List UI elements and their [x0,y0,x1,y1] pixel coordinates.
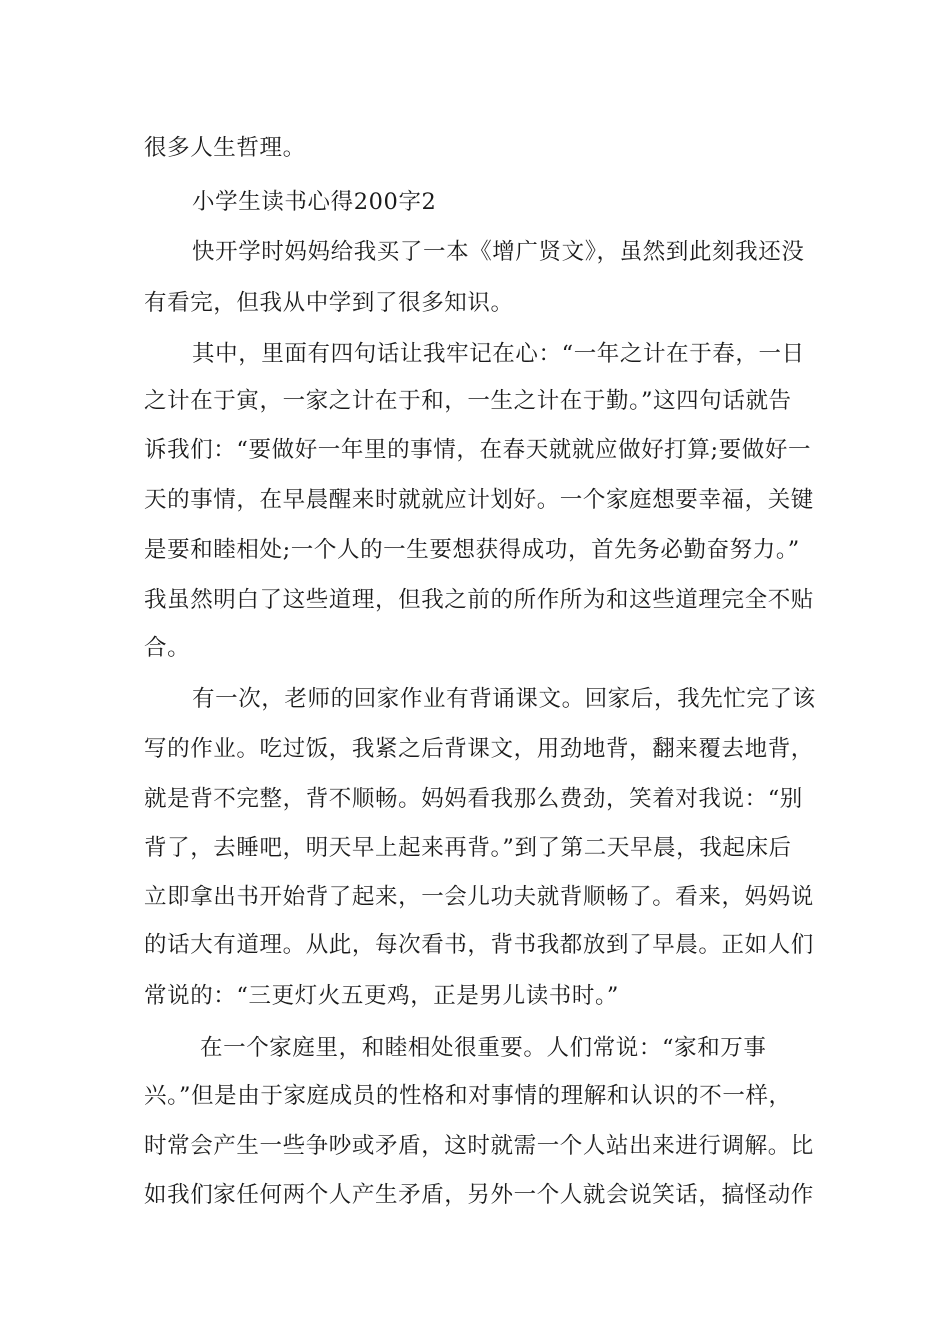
text-line: 其中，里面有四句话让我牢记在心：“一年之计在于春，一日 [192,341,805,367]
text-line: 诉我们：“要做好一年里的事情，在春天就就应做好打算;要做好一 [144,437,812,463]
text-line: 背了，去睡吧，明天早上起来再背。”到了第二天早晨，我起床后 [144,835,792,861]
text-line: 立即拿出书开始背了起来，一会儿功夫就背顺畅了。看来，妈妈说 [144,884,814,910]
text-line: 快开学时妈妈给我买了一本《增广贤文》，虽然到此刻我还没 [192,239,805,265]
text-line: 之计在于寅，一家之计在于和，一生之计在于勤。”这四句话就告 [144,388,792,414]
text-line: 就是背不完整，背不顺畅。妈妈看我那么费劲，笑着对我说：“别 [144,786,803,812]
text-line: 的话大有道理。从此，每次看书，背书我都放到了早晨。正如人们 [144,932,814,958]
text-line: 如我们家任何两个人产生矛盾，另外一个人就会说笑话，搞怪动作 [144,1182,814,1208]
text-line: 天的事情，在早晨醒来时就就应计划好。一个家庭想要幸福，关键 [144,487,814,513]
text-line: 合。 [144,635,191,661]
text-line: 常说的：“三更灯火五更鸡，正是男儿读书时。” [144,983,619,1009]
text-line: 有看完，但我从中学到了很多知识。 [144,290,514,316]
text-line: 写的作业。吃过饭，我紧之后背课文，用劲地背，翻来覆去地背， [144,736,814,762]
text-line: 在一个家庭里，和睦相处很重要。人们常说：“家和万事 [200,1035,767,1061]
text-line: 有一次，老师的回家作业有背诵课文。回家后，我先忙完了该 [192,686,816,712]
text-line: 是要和睦相处;一个人的一生要想获得成功，首先务必勤奋努力。” [144,537,800,563]
text-line: 兴。”但是由于家庭成员的性格和对事情的理解和认识的不一样， [144,1083,792,1109]
text-line: 很多人生哲理。 [144,135,306,161]
text-line: 时常会产生一些争吵或矛盾，这时就需一个人站出来进行调解。比 [144,1133,814,1159]
section-heading: 小学生读书心得200字2 [192,189,437,215]
text-line: 我虽然明白了这些道理，但我之前的所作所为和这些道理完全不贴 [144,587,814,613]
